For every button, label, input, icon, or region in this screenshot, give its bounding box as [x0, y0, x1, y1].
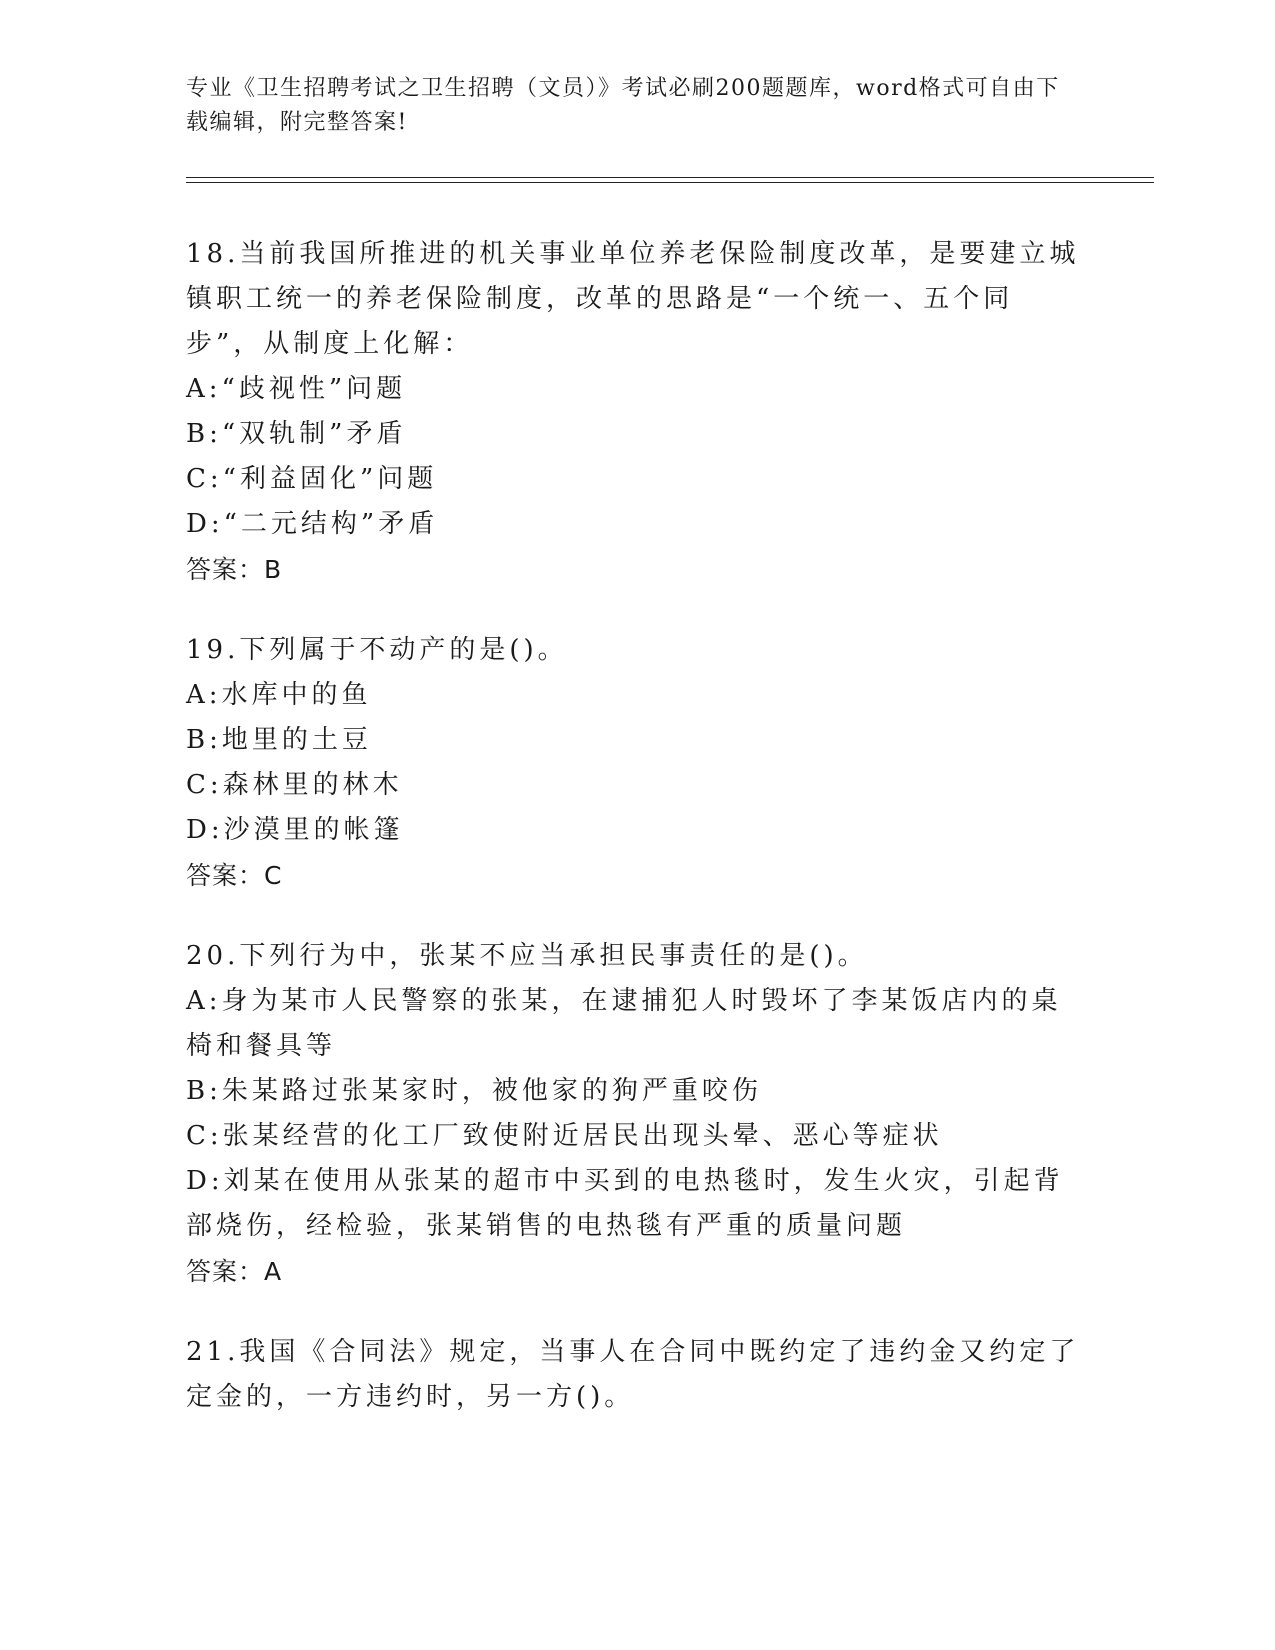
option-c: C:张某经营的化工厂致使附近居民出现头晕、恶心等症状: [186, 1121, 943, 1151]
question-21: [186, 1330, 1086, 1420]
question-stem: 18.当前我国所推进的机关事业单位养老保险制度改革，是要建立城镇职工统一的养老保险制度，改革的思路是“一个统一、五个同步”，从制度上化解：: [186, 239, 1080, 359]
option-d: D:沙漠里的帐篷: [186, 815, 404, 845]
option-a: A:“歧视性”问题: [186, 374, 407, 404]
question-19: [186, 628, 1086, 898]
answer-line: 答案：C: [186, 861, 283, 890]
option-b: B:“双轨制”矛盾: [186, 419, 407, 449]
option-a: A:水库中的鱼: [186, 680, 372, 710]
option-b: B:地里的土豆: [186, 725, 372, 755]
option-c: C:森林里的林木: [186, 770, 403, 800]
question-list: [186, 232, 1086, 1456]
option-b: B:朱某路过张某家时，被他家的狗严重咬伤: [186, 1076, 762, 1106]
question-stem: 21.我国《合同法》规定，当事人在合同中既约定了违约金又约定了定金的，一方违约时，另一方()。: [186, 1337, 1080, 1412]
question-18: [186, 232, 1086, 592]
header-divider-top: [186, 177, 1154, 178]
question-20: [186, 934, 1086, 1294]
option-c: C:“利益固化”问题: [186, 464, 438, 494]
document-header: 专业《卫生招聘考试之卫生招聘（文员）》考试必刷200题题库，word格式可自由下载编辑，附完整答案!: [186, 76, 1060, 135]
answer-line: 答案：A: [186, 1257, 283, 1286]
question-stem: 19.下列属于不动产的是()。: [186, 635, 568, 665]
header-divider-bottom: [186, 182, 1154, 183]
answer-line: 答案：B: [186, 555, 283, 584]
question-stem: 20.下列行为中，张某不应当承担民事责任的是()。: [186, 941, 868, 971]
option-d: D:刘某在使用从张某的超市中买到的电热毯时，发生火灾，引起背部烧伤，经检验，张某销售的电热毯有严重的质量问题: [186, 1166, 1064, 1241]
option-a: A:身为某市人民警察的张某，在逮捕犯人时毁坏了李某饭店内的桌椅和餐具等: [186, 986, 1062, 1061]
option-d: D:“二元结构”矛盾: [186, 509, 439, 539]
